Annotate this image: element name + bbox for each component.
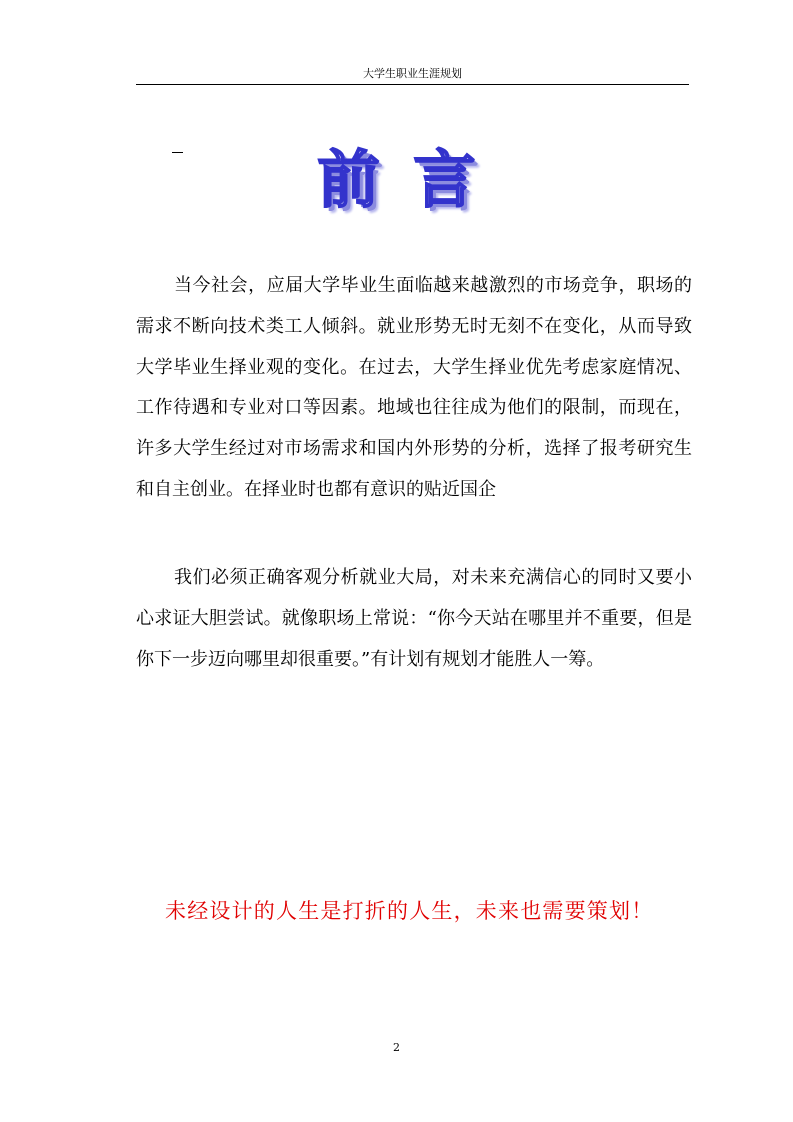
page-number: 2: [393, 1041, 400, 1054]
intro-paragraph-1: 当今社会，应届大学毕业生面临越来越激烈的市场竞争，职场的需求不断向技术类工人倾斜。就业形势无时无刻不在变化，从而导致大学毕业生择业观的变化。在过去，大学生择业优先考虑家庭情况、工作待遇和专业对口等因素。地域也往往成为他们的限制，而现在，许多大学生经过对市场需求和国内外形势的分析，选择了报考研究生和自主创业。在择业时也都有意识的贴近国企: [136, 275, 692, 500]
intro-paragraph-2: 我们必须正确客观分析就业大局，对未来充满信心的同时又要小心求证大胆尝试。就像职场上常说：“你今天站在哪里并不重要，但是你下一步迈向哪里却很重要。”有计划有规划才能胜人一筹。: [136, 567, 692, 670]
page-header: [136, 64, 689, 85]
header-title: 大学生职业生涯规划: [363, 67, 462, 80]
page-title: 前言: [317, 143, 510, 216]
slogan-text: 未经设计的人生是打折的人生，未来也需要策划！: [165, 899, 654, 923]
